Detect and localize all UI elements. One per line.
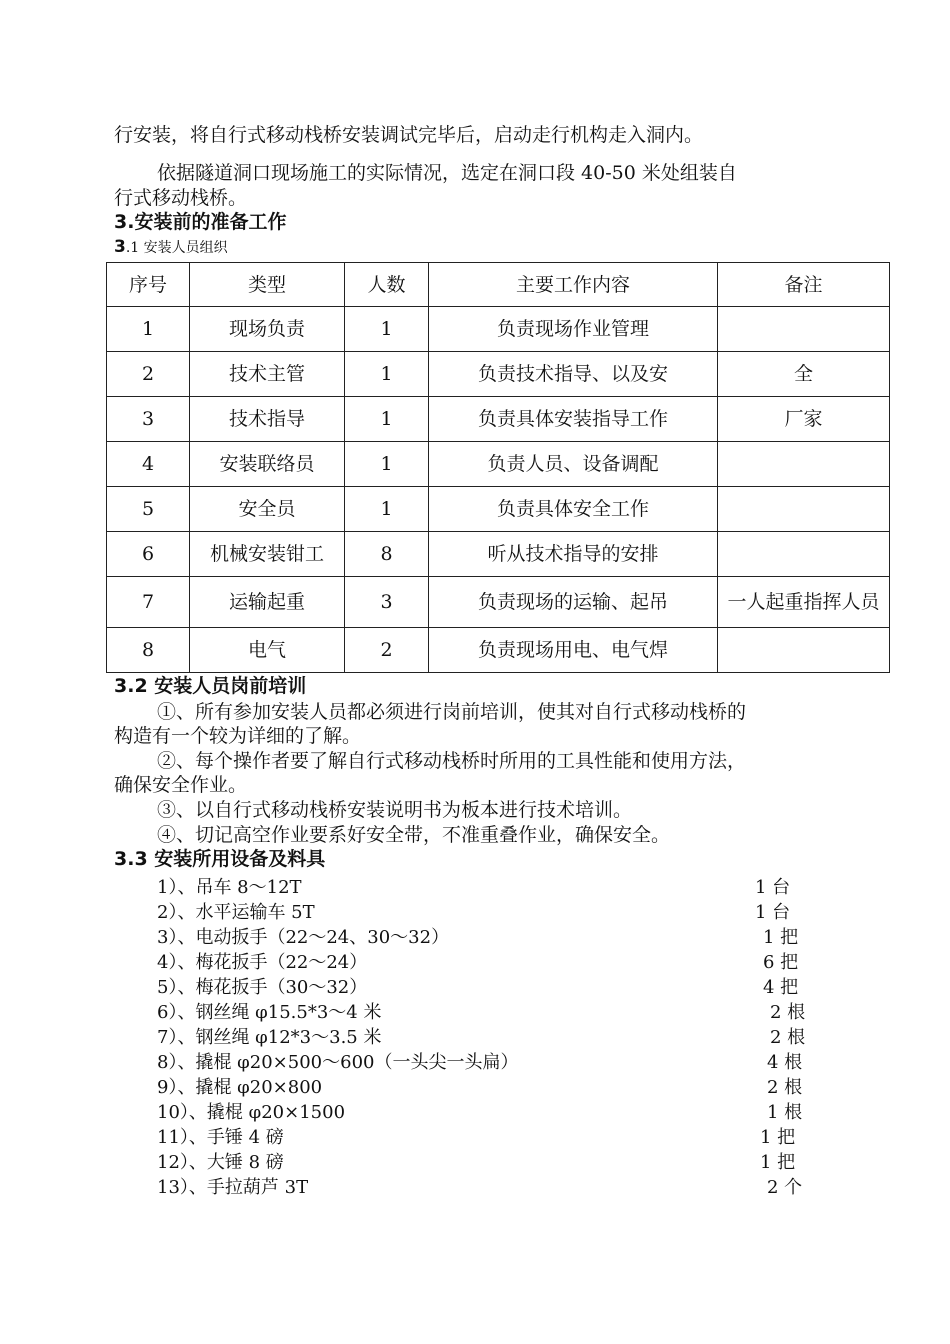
training-point-3: ③、以自行式移动栈桥安装说明书为板本进行技术培训。 (157, 799, 633, 821)
section-3-1-heading (114, 238, 228, 257)
equipment-qty: 1 台 (755, 902, 791, 923)
training-point-1b: 构造有一个较为详细的了解。 (114, 725, 362, 747)
cell-index: 7 (107, 577, 190, 628)
cell-duty: 负责现场用电、电气焊 (429, 628, 718, 673)
list-item (0, 1023, 950, 1048)
cell-type: 安全员 (190, 487, 345, 532)
header-type: 类型 (190, 263, 345, 307)
staff-table-header (107, 263, 890, 307)
cell-index: 8 (107, 628, 190, 673)
cell-count: 1 (345, 442, 429, 487)
table-row (107, 307, 890, 352)
section-3-1-number: 3 (114, 237, 126, 257)
equipment-qty: 4 根 (767, 1052, 803, 1073)
equipment-name: 8）、撬棍 φ20×500～600（一头尖一头扁） (157, 1052, 519, 1073)
header-remark: 备注 (718, 263, 890, 307)
training-point-4: ④、切记高空作业要系好安全带，不准重叠作业，确保安全。 (157, 824, 671, 846)
cell-duty: 负责现场作业管理 (429, 307, 718, 352)
cell-index: 2 (107, 352, 190, 397)
cell-index: 6 (107, 532, 190, 577)
cell-count: 8 (345, 532, 429, 577)
intro-line-1: 行安装，将自行式移动栈桥安装调试完毕后，启动走行机构走入洞内。 (114, 124, 704, 146)
equipment-name: 10）、撬棍 φ20×1500 (157, 1102, 346, 1123)
cell-count: 1 (345, 397, 429, 442)
equipment-qty: 1 根 (767, 1102, 803, 1123)
table-row (107, 352, 890, 397)
cell-duty: 负责技术指导、以及安 (429, 352, 718, 397)
table-row (107, 532, 890, 577)
cell-type: 机械安装钳工 (190, 532, 345, 577)
equipment-name: 4）、梅花扳手（22～24） (157, 952, 368, 973)
section-3-3-heading: 3.3 安装所用设备及料具 (114, 848, 326, 870)
equipment-qty: 2 根 (770, 1002, 806, 1023)
equipment-name: 3）、电动扳手（22～24、30～32） (157, 927, 450, 948)
equipment-name: 5）、梅花扳手（30～32） (157, 977, 368, 998)
header-count: 人数 (345, 263, 429, 307)
cell-index: 3 (107, 397, 190, 442)
cell-index: 4 (107, 442, 190, 487)
cell-remark (718, 487, 890, 532)
equipment-name: 7）、钢丝绳 φ12*3～3.5 米 (157, 1027, 382, 1048)
equipment-name: 2）、水平运输车 5T (157, 902, 315, 923)
equipment-qty: 1 台 (755, 877, 791, 898)
equipment-name: 6）、钢丝绳 φ15.5*3～4 米 (157, 1002, 382, 1023)
cell-type: 运输起重 (190, 577, 345, 628)
list-item (0, 973, 950, 998)
list-item (0, 1098, 950, 1123)
equipment-name: 12）、大锤 8 磅 (157, 1152, 284, 1173)
cell-duty: 负责具体安全工作 (429, 487, 718, 532)
cell-duty: 听从技术指导的安排 (429, 532, 718, 577)
list-item (0, 1123, 950, 1148)
cell-remark (718, 628, 890, 673)
cell-type: 安装联络员 (190, 442, 345, 487)
cell-remark (718, 532, 890, 577)
list-item (0, 998, 950, 1023)
cell-duty: 负责具体安装指导工作 (429, 397, 718, 442)
header-index: 序号 (107, 263, 190, 307)
cell-count: 3 (345, 577, 429, 628)
header-duty: 主要工作内容 (429, 263, 718, 307)
intro-line-2: 依据隧道洞口现场施工的实际情况，选定在洞口段 40-50 米处组装自 (157, 162, 737, 184)
training-point-1a: ①、所有参加安装人员都必须进行岗前培训，使其对自行式移动栈桥的 (157, 701, 747, 723)
cell-remark: 一人起重指挥人员 (718, 577, 890, 628)
cell-remark: 厂家 (718, 397, 890, 442)
cell-index: 5 (107, 487, 190, 532)
equipment-qty: 1 把 (760, 1152, 796, 1173)
section-3-1-title: .1 安装人员组织 (125, 240, 228, 256)
cell-remark: 全 (718, 352, 890, 397)
cell-count: 1 (345, 307, 429, 352)
equipment-qty: 6 把 (763, 952, 799, 973)
cell-type: 现场负责 (190, 307, 345, 352)
table-row (107, 397, 890, 442)
cell-count: 1 (345, 352, 429, 397)
list-item (0, 873, 950, 898)
cell-duty: 负责现场的运输、起吊 (429, 577, 718, 628)
equipment-qty: 2 个 (767, 1177, 803, 1198)
table-row (107, 487, 890, 532)
list-item (0, 1173, 950, 1198)
list-item (0, 1148, 950, 1173)
training-point-2a: ②、每个操作者要了解自行式移动栈桥时所用的工具性能和使用方法， (157, 750, 747, 772)
list-item (0, 948, 950, 973)
intro-line-3: 行式移动栈桥。 (114, 187, 248, 209)
cell-remark (718, 442, 890, 487)
cell-count: 2 (345, 628, 429, 673)
training-point-2b: 确保安全作业。 (114, 774, 248, 796)
equipment-qty: 4 把 (763, 977, 799, 998)
list-item (0, 923, 950, 948)
equipment-name: 13）、手拉葫芦 3T (157, 1177, 309, 1198)
staff-table (106, 262, 890, 673)
equipment-qty: 1 把 (760, 1127, 796, 1148)
equipment-name: 1）、吊车 8～12T (157, 877, 302, 898)
list-item (0, 898, 950, 923)
cell-count: 1 (345, 487, 429, 532)
table-row (107, 577, 890, 628)
equipment-name: 9）、撬棍 φ20×800 (157, 1077, 323, 1098)
list-item (0, 1073, 950, 1098)
cell-type: 技术主管 (190, 352, 345, 397)
cell-index: 1 (107, 307, 190, 352)
list-item (0, 1048, 950, 1073)
section-3-2-heading: 3.2 安装人员岗前培训 (114, 675, 307, 697)
cell-duty: 负责人员、设备调配 (429, 442, 718, 487)
cell-remark (718, 307, 890, 352)
table-row (107, 442, 890, 487)
section-3-heading: 3.安装前的准备工作 (114, 211, 287, 233)
equipment-qty: 2 根 (770, 1027, 806, 1048)
table-row (107, 628, 890, 673)
cell-type: 技术指导 (190, 397, 345, 442)
equipment-qty: 2 根 (767, 1077, 803, 1098)
cell-type: 电气 (190, 628, 345, 673)
equipment-qty: 1 把 (763, 927, 799, 948)
equipment-name: 11）、手锤 4 磅 (157, 1127, 284, 1148)
